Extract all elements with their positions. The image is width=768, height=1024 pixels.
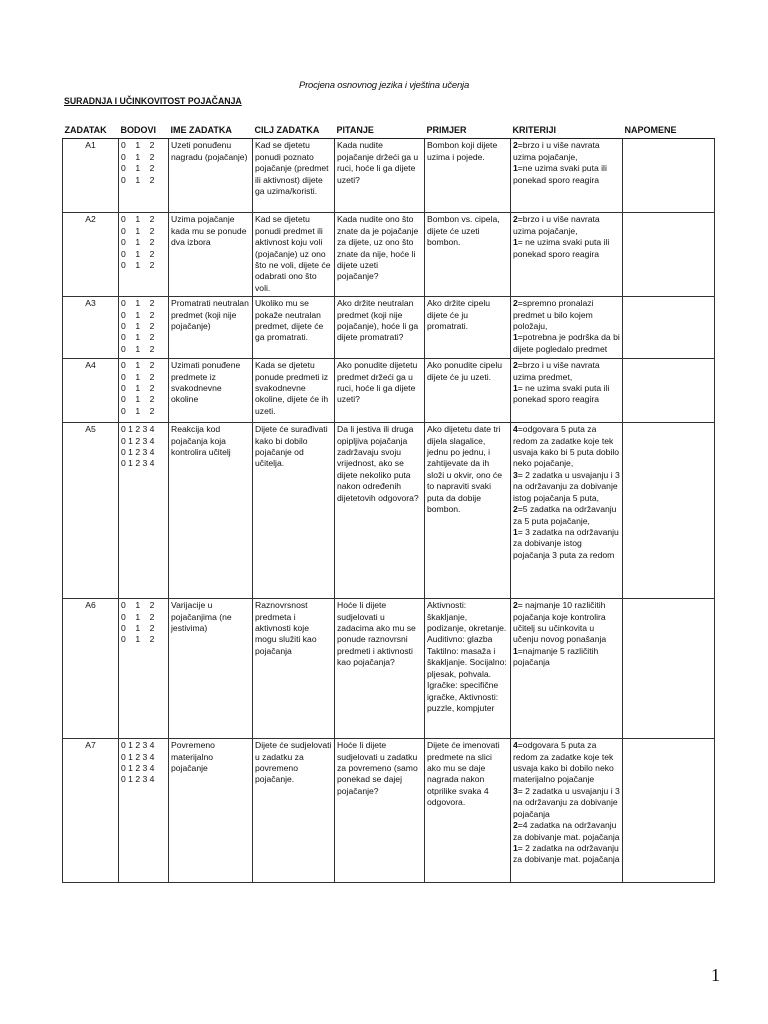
criteria-cell	[511, 359, 623, 423]
criteria-text: = najmanje 10 različitih pojačanja koje kontrolira učitelj su učinkovita u učenju novog ponašanja	[513, 600, 607, 645]
points-line: 0 1 2 3 4	[121, 751, 155, 762]
question-cell: Kada nudite ono što znate da je pojačanje za dijete, uz ono što znate da nije, hoće li dijete uzeti pojačanje?	[335, 213, 425, 297]
header-criteria: KRITERIJI	[511, 125, 623, 139]
criteria-line	[513, 360, 620, 383]
criteria-score: 2	[513, 820, 518, 831]
task-cell: A3	[63, 297, 119, 359]
criteria-score: 1	[513, 237, 518, 248]
goal-cell: Ukoliko mu se pokaže neutralan predmet, dijete će ga promatrati.	[253, 297, 335, 359]
criteria-line	[513, 600, 620, 646]
points-line: 0 1 2	[121, 163, 155, 174]
points-line: 0 1 2	[121, 237, 155, 248]
task-name-cell: Promatrati neutralan predmet (koji nije pojačanje)	[169, 297, 253, 359]
example-cell: Bombon vs. cipela, dijete će uzeti bombon.	[425, 213, 511, 297]
criteria-text: =spremno pronalazi predmet u bilo kojem položaju,	[513, 298, 594, 332]
task-cell: A2	[63, 213, 119, 297]
criteria-line	[513, 740, 620, 786]
criteria-text: =najmanje 5 različitih pojačanja	[513, 645, 599, 668]
points-cell	[119, 739, 169, 883]
example-cell: Ako dijetetu date tri dijela slagalice, jednu po jednu, i zahtijevate da ih složi u okvir, ono će to napraviti svaki puta da dobije bombon.	[425, 423, 511, 599]
criteria-line	[513, 140, 620, 163]
criteria-text: = ne uzima svaki puta ili ponekad sporo reagira	[513, 237, 610, 259]
example-cell: Bombon koji dijete uzima i pojede.	[425, 139, 511, 213]
criteria-line	[513, 786, 620, 820]
table-row	[63, 739, 715, 883]
criteria-line	[513, 843, 620, 866]
header-task: ZADATAK	[63, 125, 119, 139]
notes-cell	[623, 423, 715, 599]
goal-cell: Kad se djetetu ponudi poznato pojačanje (predmet ili aktivnost) dijete ga uzima/koristi.	[253, 139, 335, 213]
criteria-line	[513, 214, 620, 237]
criteria-score: 2	[513, 298, 518, 309]
task-name-cell: Uzima pojačanje kada mu se ponude dva izbora	[169, 213, 253, 297]
criteria-line	[513, 646, 620, 669]
question-cell: Hoće li dijete sudjelovati u zadatku za povremeno (samo ponekad se dajej pojačanje?	[335, 739, 425, 883]
question-cell: Hoće li dijete sudjelovati u zadacima ako mu se ponude raznovrsni predmeti i aktivnosti kao pojačanja?	[335, 599, 425, 739]
points-line: 0 1 2	[121, 248, 155, 259]
header-goal: CILJ ZADATKA	[253, 125, 335, 139]
criteria-cell	[511, 423, 623, 599]
criteria-text: =brzo i u više navrata uzima pojačanje,	[513, 214, 600, 236]
notes-cell	[623, 599, 715, 739]
points-line: 0 1 2	[121, 634, 155, 645]
criteria-text: =odgovara 5 puta za redom za zadatke koje tek usvaja kako bi dobilo neko materijalno pojačanje	[513, 740, 614, 785]
criteria-cell	[511, 599, 623, 739]
criteria-text: =ne uzima svaki puta ili ponekad sporo reagira	[513, 163, 607, 185]
points-cell	[119, 359, 169, 423]
criteria-text: = 2 zadatka na održavanju za dobivanje mat. pojačanja	[513, 842, 620, 865]
table-row	[63, 599, 715, 739]
criteria-score: 1	[513, 645, 518, 656]
points-line: 0 1 2	[121, 260, 155, 271]
criteria-score: 1	[513, 163, 518, 174]
points-line: 0 1 2	[121, 321, 155, 332]
question-cell: Ako držite neutralan predmet (koji nije pojačanje), hoće li ga dijete promatrati?	[335, 297, 425, 359]
criteria-score: 4	[513, 740, 518, 751]
criteria-line	[513, 237, 620, 260]
points-line: 0 1 2	[121, 383, 155, 394]
points-line: 0 1 2 3 4	[121, 424, 155, 435]
example-cell: Aktivnosti: škakljanje, podizanje, okretanje. Auditivno: glazba Taktilno: masaža i škakljanje. Socijalno: pljesak, pohvala. Igračke: specifične igračke, Aktivnosti: puzzle, kompjuter	[425, 599, 511, 739]
criteria-line	[513, 163, 620, 186]
points-cell	[119, 139, 169, 213]
header-notes: NAPOMENE	[623, 125, 715, 139]
points-line: 0 1 2 3 4	[121, 763, 155, 774]
example-cell: Dijete će imenovati predmete na slici ako mu se daje nagrada nakon otprilike svaka 4 odgovora.	[425, 739, 511, 883]
criteria-score: 3	[513, 785, 518, 796]
points-line: 0 1 2	[121, 332, 155, 343]
notes-cell	[623, 213, 715, 297]
task-cell: A4	[63, 359, 119, 423]
document-title: Procjena osnovnog jezika i vještina učenja	[298, 80, 470, 91]
question-cell: Ako ponudite dijetetu predmet držeći ga u ruci, hoće li ga dijete uzeti?	[335, 359, 425, 423]
table-row	[63, 359, 715, 423]
criteria-text: = 3 zadatka na održavanju za dobivanje istog pojačanja 3 puta za redom	[513, 526, 619, 560]
task-cell: A1	[63, 139, 119, 213]
header-points: BODOVI	[119, 125, 169, 139]
notes-cell	[623, 359, 715, 423]
notes-cell	[623, 139, 715, 213]
criteria-text: = 2 zadatka u usvajanju i 3 na održavanju za dobivanje pojačanja	[513, 785, 620, 819]
criteria-score: 3	[513, 469, 518, 480]
points-cell	[119, 599, 169, 739]
task-cell: A5	[63, 423, 119, 599]
points-line: 0 1 2 3 4	[121, 740, 155, 751]
assessment-table	[62, 125, 715, 883]
criteria-text: =5 zadatka na održavanju za 5 puta pojačanje,	[513, 504, 617, 526]
section-title: SURADNJA I UČINKOVITOST POJAČANJA	[64, 96, 242, 107]
criteria-score: 1	[513, 383, 518, 394]
criteria-score: 1	[513, 332, 518, 343]
goal-cell: Kada se djetetu ponude predmeti iz svakodnevne okoline, dijete će ih uzeti.	[253, 359, 335, 423]
criteria-line	[513, 298, 620, 332]
notes-cell	[623, 739, 715, 883]
header-question: PITANJE	[335, 125, 425, 139]
task-name-cell: Uzimati ponuđene predmete iz svakodnevne okoline	[169, 359, 253, 423]
points-line: 0 1 2	[121, 225, 155, 236]
task-name-cell: Varijacije u pojačanjima (ne jestivima)	[169, 599, 253, 739]
criteria-score: 4	[513, 424, 518, 435]
criteria-score: 2	[513, 140, 518, 151]
header-task-name: IME ZADATKA	[169, 125, 253, 139]
points-line: 0 1 2	[121, 174, 155, 185]
criteria-line	[513, 332, 620, 355]
task-cell: A7	[63, 739, 119, 883]
criteria-score: 2	[513, 600, 518, 611]
points-line: 0 1 2	[121, 298, 155, 309]
header-example: PRIMJER	[425, 125, 511, 139]
criteria-line	[513, 820, 620, 843]
table-row	[63, 213, 715, 297]
goal-cell: Kad se djetetu ponudi predmet ili aktivnost koju voli (pojačanje) uz ono što ne voli, dijete će odabrati ono što voli.	[253, 213, 335, 297]
criteria-score: 1	[513, 842, 518, 853]
points-cell	[119, 213, 169, 297]
criteria-cell	[511, 297, 623, 359]
points-line: 0 1 2	[121, 140, 155, 151]
page-number: 1	[711, 965, 720, 985]
points-line: 0 1 2 3 4	[121, 435, 155, 446]
criteria-score: 2	[513, 504, 518, 515]
criteria-text: =brzo i u više navrata uzima pojačanje,	[513, 140, 600, 162]
points-line: 0 1 2	[121, 343, 155, 354]
points-line: 0 1 2	[121, 394, 155, 405]
criteria-cell	[511, 139, 623, 213]
task-name-cell: Uzeti ponuđenu nagradu (pojačanje)	[169, 139, 253, 213]
table-header-row	[63, 125, 715, 139]
criteria-line	[513, 470, 620, 504]
points-line: 0 1 2 3 4	[121, 458, 155, 469]
points-line: 0 1 2 3 4	[121, 774, 155, 785]
criteria-text: =potrebna je podrška da bi dijete pogledalo predmet	[513, 332, 620, 354]
criteria-text: =brzo i u više navrata uzima predmet,	[513, 360, 600, 382]
goal-cell: Raznovrsnost predmeta i aktivnosti koje mogu služiti kao pojačanja	[253, 599, 335, 739]
criteria-line	[513, 424, 620, 470]
example-cell: Ako ponudite cipelu dijete će ju uzeti.	[425, 359, 511, 423]
notes-cell	[623, 297, 715, 359]
points-line: 0 1 2	[121, 611, 155, 622]
question-cell: Kada nudite pojačanje držeći ga u ruci, hoće li ga dijete uzeti?	[335, 139, 425, 213]
criteria-text: = 2 zadatka u usvajanju i 3 na održavanju za dobivanje istog pojačanja 5 puta,	[513, 469, 620, 503]
points-line: 0 1 2	[121, 214, 155, 225]
question-cell: Da li jestiva ili druga opipljiva pojačanja zadržavaju svoju vrijednost, ako se dijete nekoliko puta nakon određenih dijetetovih odgovora?	[335, 423, 425, 599]
points-line: 0 1 2	[121, 151, 155, 162]
criteria-line	[513, 504, 620, 527]
points-line: 0 1 2	[121, 360, 155, 371]
criteria-score: 2	[513, 360, 518, 371]
points-cell	[119, 423, 169, 599]
goal-cell: Dijete će surađivati kako bi dobilo pojačanje od učitelja.	[253, 423, 335, 599]
criteria-line	[513, 527, 620, 561]
points-line: 0 1 2	[121, 600, 155, 611]
criteria-text: =odgovara 5 puta za redom za zadatke koje tek usvaja kako bi 5 puta dobilo neko pojačanje,	[513, 424, 620, 469]
criteria-score: 2	[513, 214, 518, 225]
task-cell: A6	[63, 599, 119, 739]
criteria-line	[513, 383, 620, 406]
points-line: 0 1 2	[121, 405, 155, 416]
table-body	[63, 139, 715, 883]
points-line: 0 1 2	[121, 623, 155, 634]
points-line: 0 1 2 3 4	[121, 447, 155, 458]
points-line: 0 1 2	[121, 371, 155, 382]
criteria-cell	[511, 739, 623, 883]
points-line: 0 1 2	[121, 309, 155, 320]
points-cell	[119, 297, 169, 359]
criteria-text: =4 zadatka na održavanju za dobivanje mat. pojačanja	[513, 820, 620, 842]
example-cell: Ako držite cipelu dijete će ju promatrati.	[425, 297, 511, 359]
goal-cell: Dijete će sudjelovati u zadatku za povremeno pojačanje.	[253, 739, 335, 883]
criteria-score: 1	[513, 526, 518, 537]
task-name-cell: Reakcija kod pojačanja koja kontrolira učitelj	[169, 423, 253, 599]
criteria-cell	[511, 213, 623, 297]
criteria-text: = ne uzima svaki puta ili ponekad sporo reagira	[513, 383, 610, 405]
table-row	[63, 297, 715, 359]
table-row	[63, 423, 715, 599]
task-name-cell: Povremeno materijalno pojačanje	[169, 739, 253, 883]
table-row	[63, 139, 715, 213]
